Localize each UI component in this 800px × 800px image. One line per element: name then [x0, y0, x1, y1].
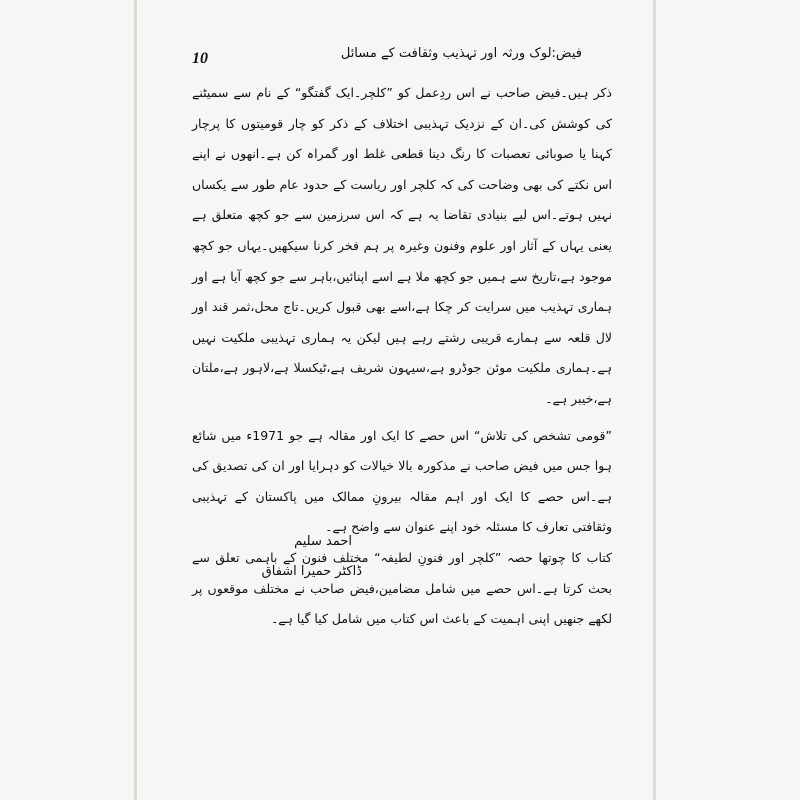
page-header [192, 36, 612, 72]
scan-edge-left [134, 0, 137, 800]
paragraph-1: ذکر ہیں۔فیض صاحب نے اس ردِعمل کو ”کلچر۔ایک گفتگو“ کے نام سے سمیٹنے کی کوشش کی۔ان کے نزدیک تہذیبی اختلاف کے ذکر کو چار قومیتوں کا پرچار کہنا یا صوبائی تعصبات کا رنگ دینا قطعی غلط اور گمراہ کن ہے۔انھوں نے اپنے اس نکتے کی بھی وضاحت کی کہ کلچر اور ریاست کے حدود عام طور سے یکساں نہیں ہوتے۔اس لیے بنیادی تقاضا یہ ہے کہ اس سرزمین سے جو کچھ متعلق ہے یعنی یہاں کے آثار اور علوم وفنون وغیرہ پر ہم فخر کرنا سیکھیں۔یہاں جو کچھ موجود ہے،تاریخ سے ہمیں جو کچھ ملا ہے اسے اپنائیں،باہر سے جو کچھ آیا ہے اور ہماری تہذیب میں سرایت کر چکا ہے،اسے بھی قبول کریں۔تاج محل،ثمر قند اور لال قلعہ سے ہمارے قریبی رشتے رہے ہیں لیکن یہ ہماری تہذیبی ملکیت نہیں ہے۔ہماری ملکیت موئن جوڈرو ہے،سیہون شریف ہے،ٹیکسلا ہے،لاہور ہے،ملتان ہے،خیبر ہے۔ [192, 85, 612, 406]
author-signatures [232, 527, 362, 587]
signature-humaira-ishfaq: ڈاکٹر حمیرا اشفاق [261, 564, 362, 579]
paragraph-2: ”قومی تشخص کی تلاش“ اس حصے کا ایک اور مقالہ ہے جو 1971ء میں شائع ہوا جس میں فیض صاحب نے مذکورہ بالا خیالات کو دہرایا اور ان کی تصدیق کی ہے۔اس حصے کا ایک اور اہم مقالہ بیرونِ ممالک میں پاکستان کے تہذیبی وثقافتی تعارف کا مسئلہ خود اپنے عنوان سے واضح ہے۔ [192, 427, 612, 535]
running-title: فیض:لوک ورثہ اور تہذیب وثقافت کے مسائل [340, 46, 582, 61]
signature-ahmed-saleem: احمد سلیم [294, 534, 352, 549]
scan-edge-right [653, 0, 656, 800]
page-number: 10 [192, 50, 208, 67]
paragraph-3: کتاب کا چوتھا حصہ ”کلچر اور فنونِ لطیفہ“ مختلف فنون کے باہمی تعلق سے بحث کرتا ہے۔اس حصے میں شامل مضامین،فیض صاحب نے مختلف موقعوں پر لکھے جنھیں اپنی اہمیت کے باعث اس کتاب میں شامل کیا گیا ہے۔ [192, 549, 612, 627]
